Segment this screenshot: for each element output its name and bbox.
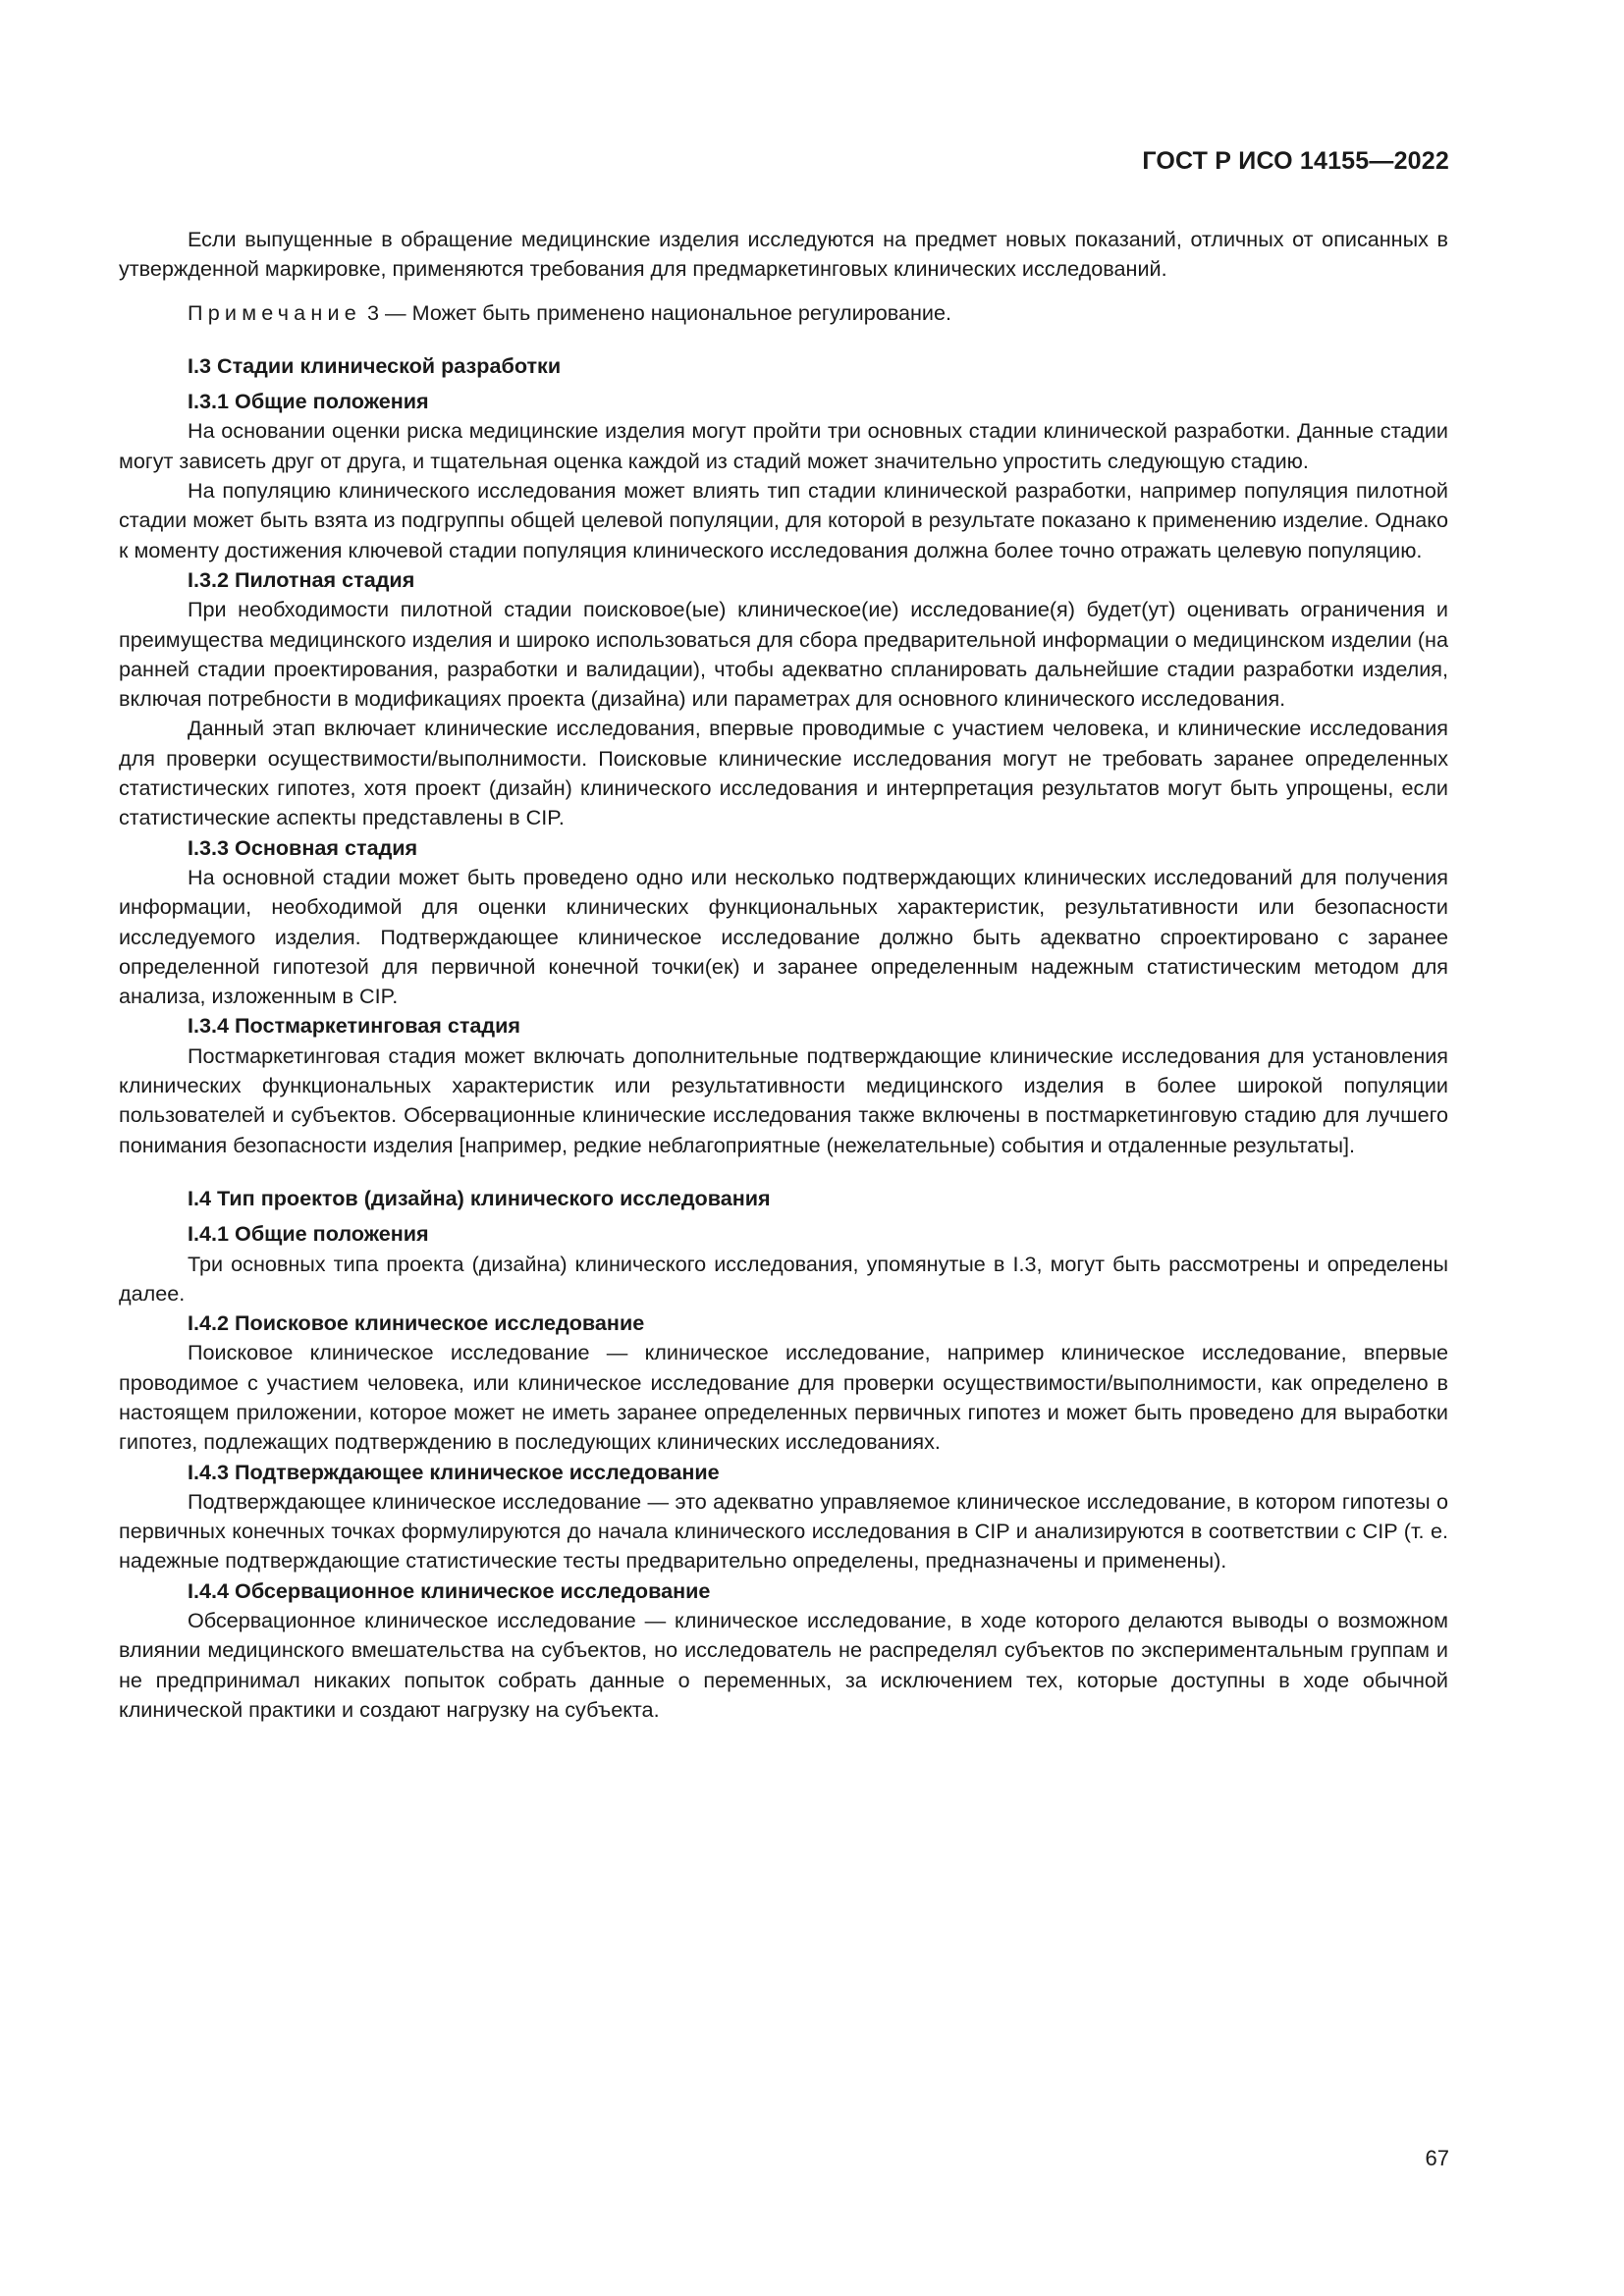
document-body bbox=[119, 225, 1448, 1725]
document-header: ГОСТ Р ИСО 14155—2022 bbox=[1142, 147, 1449, 175]
subsection-heading-i3-2: I.3.2 Пилотная стадия bbox=[188, 566, 415, 592]
paragraph-i3-4-1: Постмаркетинговая стадия может включать дополнительные подтверждающие клинические исследования для установления клинических функциональных характеристик или результативности медицинского изделия в более широкой популяции пользователей и субъектов. Обсервационные клинические исследования также включены в постмаркетинговую стадию для лучшего понимания безопасности изделия [например, редкие неблагоприятные (нежелательные) события и отдаленные результаты]. bbox=[119, 1042, 1448, 1157]
subsection-heading-i3-3: I.3.3 Основная стадия bbox=[188, 834, 418, 860]
subsection-heading-i3-1: I.3.1 Общие положения bbox=[188, 389, 429, 414]
section-heading-i3: I.3 Стадии клинической разработки bbox=[188, 352, 562, 378]
note-text: 3 — Может быть применено национальное регулирование. bbox=[361, 299, 951, 325]
paragraph-i3-1-1: На основании оценки риска медицинские изделия могут пройти три основных стадии клинической разработки. Данные стадии могут зависеть друг от друга, и тщательная оценка каждой из стадий может значительно упростить следующую стадию. bbox=[119, 418, 1448, 473]
paragraph-i4-4-1: Обсервационное клиническое исследование — клиническое исследование, в ходе которого делаются выводы о возможном влиянии медицинского вмешательства на субъектов, но исследователь не распределял субъектов по экспериментальным группам и не предпринимал никаких попыток собрать данные о переменных, за исключением тех, которые доступны в ходе обычной клинической практики и создают нагрузку на субъекта. bbox=[119, 1608, 1448, 1722]
paragraph-i3-1-2: На популяцию клинического исследования может влиять тип стадии клинической разработки, например популяция пилотной стадии может быть взята из подгруппы общей целевой популяции, для которой в результате показано к применению изделие. Однако к моменту достижения ключевой стадии популяция клинического исследования должна более точно отражать целевую популяцию. bbox=[119, 478, 1448, 562]
subsection-heading-i4-1: I.4.1 Общие положения bbox=[188, 1221, 429, 1247]
subsection-heading-i4-2: I.4.2 Поисковое клиническое исследование bbox=[188, 1310, 645, 1336]
subsection-heading-i4-3: I.4.3 Подтверждающее клиническое исследование bbox=[188, 1459, 720, 1484]
page-number: 67 bbox=[1425, 2146, 1449, 2170]
section-heading-i4: I.4 Тип проектов (дизайна) клинического исследования bbox=[188, 1185, 771, 1210]
paragraph-i4-2-1: Поисковое клиническое исследование — клиническое исследование, например клиническое исследование, впервые проводимое с участием человека, или клиническое исследование для проверки осуществимости/выполнимости, как определено в настоящем приложении, которое может не иметь заранее определенных первичных гипотез и может быть проведено для выработки гипотез, подлежащих подтверждению в последующих клинических исследованиях. bbox=[119, 1340, 1448, 1455]
subsection-heading-i4-4: I.4.4 Обсервационное клиническое исследование bbox=[188, 1577, 711, 1603]
paragraph-i3-2-2: Данный этап включает клинические исследования, впервые проводимые с участием человека, и клинические исследования для проверки осуществимости/выполнимости. Поисковые клинические исследования могут не требовать заранее определенных статистических гипотез, хотя проект (дизайн) клинического исследования и интерпретация результатов могут быть упрощены, если статистические аспекты представлены в CIP. bbox=[119, 716, 1448, 830]
paragraph-i4-1-1: Три основных типа проекта (дизайна) клинического исследования, упомянутые в I.3, могут быть рассмотрены и определены далее. bbox=[119, 1251, 1448, 1306]
paragraph-i4-3-1: Подтверждающее клиническое исследование — это адекватно управляемое клиническое исследование, в котором гипотезы о первичных конечных точках формулируются до начала клинического исследования в CIP и анализируются в соответствии с CIP (т. е. надежные подтверждающие статистические тесты предварительно определены, предназначены и применены). bbox=[119, 1488, 1448, 1574]
intro-paragraph: Если выпущенные в обращение медицинские изделия исследуются на предмет новых показаний, отличных от описанных в утвержденной маркировке, применяются требования для предмаркетинговых клинических исследований. bbox=[119, 227, 1448, 282]
subsection-heading-i3-4: I.3.4 Постмаркетинговая стадия bbox=[188, 1013, 521, 1039]
paragraph-i3-2-1: При необходимости пилотной стадии поисковое(ые) клиническое(ие) исследование(я) будет(ут) оценивать ограничения и преимущества медицинского изделия и широко использоваться для сбора предварительной информации о медицинском изделии (на ранней стадии проектирования, разработки и валидации), чтобы адекватно спланировать дальнейшие стадии разработки изделия, включая потребности в модификациях проекта (дизайна) или параметрах для основного клинического исследования. bbox=[119, 597, 1448, 712]
note-label: Примечание bbox=[188, 299, 361, 325]
note-paragraph bbox=[119, 298, 1448, 328]
paragraph-i3-3-1: На основной стадии может быть проведено одно или несколько подтверждающих клинических исследований для получения информации, необходимой для оценки клинических функциональных характеристик, результативности или безопасности исследуемого изделия. Подтверждающее клиническое исследование должно быть адекватно спроектировано с заранее определенной гипотезой для первичной конечной точки(ек) и заранее определенным надежным статистическим методом для анализа, изложенным в CIP. bbox=[119, 864, 1448, 1009]
